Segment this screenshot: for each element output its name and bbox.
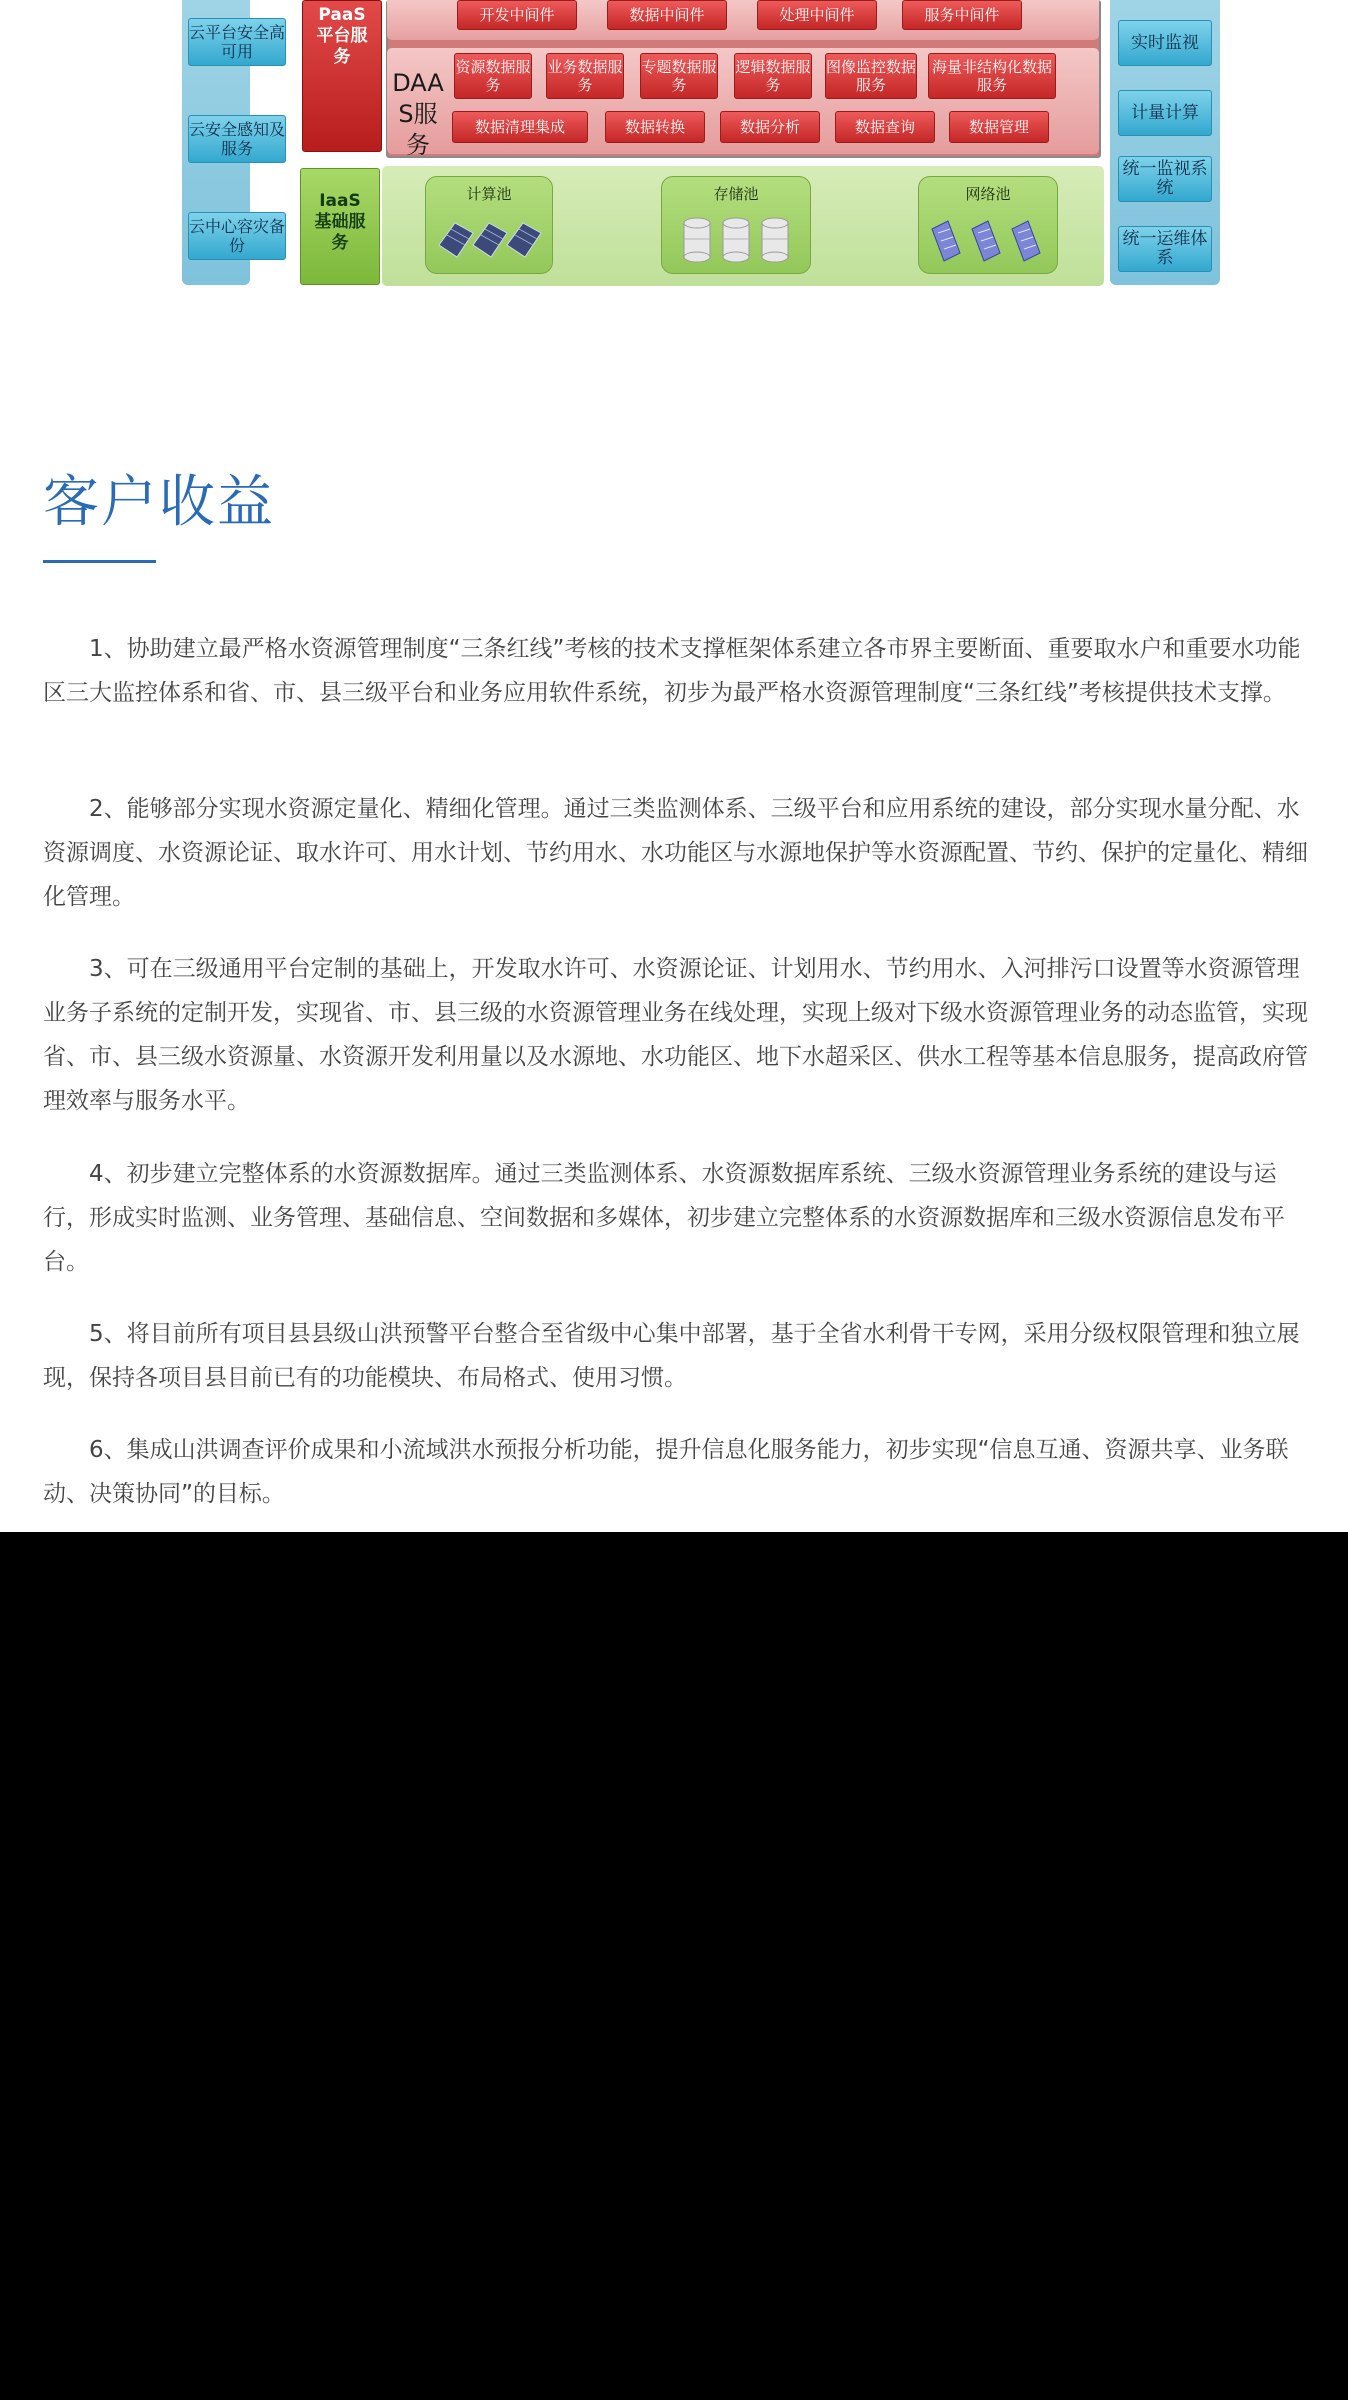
storage-pool-title: 存储池 xyxy=(713,185,759,203)
right-box-ops: 统一运维体系 xyxy=(1118,226,1212,272)
database-cylinders-icon xyxy=(676,215,796,263)
middleware-data: 数据中间件 xyxy=(607,0,727,30)
daas-management: 数据管理 xyxy=(949,111,1049,143)
benefit-paragraph-1: 1、协助建立最严格水资源管理制度“三条红线”考核的技术支撑框架体系建立各市界主要断面、重要取水户和重要水功能区三大监控体系和省、市、县三级平台和业务应用软件系统，初步为最严格水资源管理制度“三条红线”考核提供技术支撑。 xyxy=(43,636,1301,706)
left-box-security: 云安全感知及服务 xyxy=(188,115,286,163)
title-underline xyxy=(43,560,156,563)
right-box-metering: 计量计算 xyxy=(1118,90,1212,136)
middleware-process: 处理中间件 xyxy=(757,0,877,30)
compute-pool xyxy=(425,176,553,274)
right-box-realtime: 实时监视 xyxy=(1118,20,1212,66)
iaas-label: IaaS基础服务 xyxy=(300,168,380,285)
daas-logic-data: 逻辑数据服务 xyxy=(734,53,812,99)
middleware-dev: 开发中间件 xyxy=(457,0,577,30)
benefit-paragraph-2: 2、能够部分实现水资源定量化、精细化管理。通过三类监测体系、三级平台和应用系统的建设，部分实现水量分配、水资源调度、水资源论证、取水许可、用水计划、节约用水、水功能区与水源地保护等水资源配置、节约、保护的定量化、精细化管理。 xyxy=(43,796,1308,910)
left-box-disaster: 云中心容灾备份 xyxy=(188,212,286,260)
daas-analysis: 数据分析 xyxy=(720,111,820,143)
server-cluster-icon xyxy=(433,215,545,265)
daas-cleaning: 数据清理集成 xyxy=(452,111,588,143)
daas-label: DAAS服务 xyxy=(392,69,444,159)
architecture-diagram xyxy=(0,0,1348,290)
benefit-paragraph-4: 4、初步建立完整体系的水资源数据库。通过三类监测体系、水资源数据库系统、三级水资源管理业务系统的建设与运行，形成实时监测、业务管理、基础信息、空间数据和多媒体，初步建立完整体系的水资源数据库和三级水资源信息发布平台。 xyxy=(43,1161,1285,1275)
daas-topic-data: 专题数据服务 xyxy=(640,53,718,99)
daas-query: 数据查询 xyxy=(835,111,935,143)
daas-image-data: 图像监控数据服务 xyxy=(825,53,917,99)
daas-unstructured-data: 海量非结构化数据服务 xyxy=(928,53,1056,99)
storage-pool xyxy=(661,176,811,274)
daas-resource-data: 资源数据服务 xyxy=(454,53,532,99)
benefit-paragraph-3: 3、可在三级通用平台定制的基础上，开发取水许可、水资源论证、计划用水、节约用水、入河排污口设置等水资源管理业务子系统的定制开发，实现省、市、县三级的水资源管理业务在线处理，实现上级对下级水资源管理业务的动态监管，实现省、市、县三级水资源量、水资源开发利用量以及水源地、水功能区、地下水超采区、供水工程等基本信息服务，提高政府管理效率与服务水平。 xyxy=(43,956,1308,1114)
network-switch-icon xyxy=(928,215,1048,263)
network-pool xyxy=(918,176,1058,274)
benefit-paragraph-5: 5、将目前所有项目县县级山洪预警平台整合至省级中心集中部署，基于全省水利骨干专网，采用分级权限管理和独立展现，保持各项目县目前已有的功能模块、布局格式、使用习惯。 xyxy=(43,1321,1300,1391)
compute-pool-title: 计算池 xyxy=(466,185,512,203)
daas-transform: 数据转换 xyxy=(605,111,705,143)
right-box-monitor: 统一监视系统 xyxy=(1118,156,1212,202)
network-pool-title: 网络池 xyxy=(965,185,1011,203)
paas-label: PaaS平台服务 xyxy=(302,0,382,152)
middleware-service: 服务中间件 xyxy=(902,0,1022,30)
daas-business-data: 业务数据服务 xyxy=(546,53,624,99)
section-title: 客户收益 xyxy=(43,470,275,535)
benefit-paragraph-6: 6、集成山洪调查评价成果和小流域洪水预报分析功能，提升信息化服务能力，初步实现“信息互通、资源共享、业务联动、决策协同”的目标。 xyxy=(43,1437,1289,1507)
left-box-ha: 云平台安全高可用 xyxy=(188,18,286,66)
